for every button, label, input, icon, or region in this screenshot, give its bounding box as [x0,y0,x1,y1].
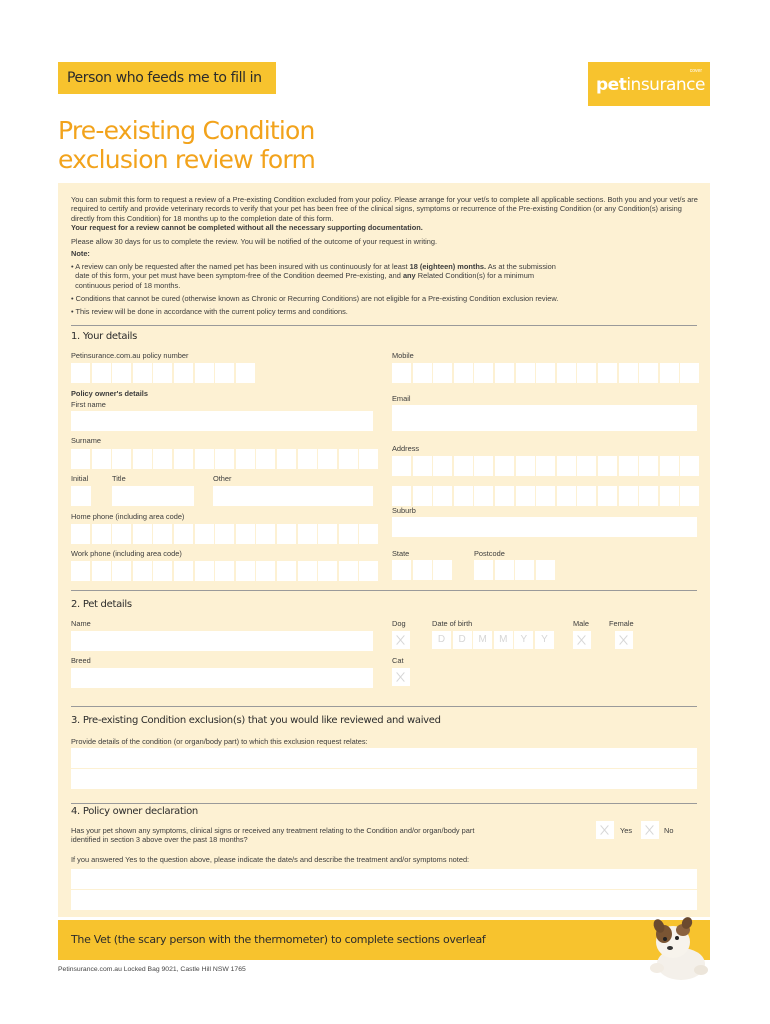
logo-sup: cover [689,68,702,74]
address-input[interactable] [392,456,699,476]
work-phone-input[interactable] [71,561,378,581]
title-label: Title [112,474,126,483]
treatment-details-line2[interactable] [71,890,697,910]
symptoms-question: Has your pet shown any symptoms, clinical signs or received any treatment relating to the Condition and/or organ/body part identified in section 3 above over the past 18 months? [71,826,475,845]
dog-illustration [643,912,713,982]
state-label: State [392,549,410,558]
dob-box[interactable]: Y [535,631,554,649]
suburb-input[interactable] [392,517,697,537]
dob-box[interactable]: D [453,631,472,649]
divider [71,590,697,591]
work-phone-label: Work phone (including area code) [71,549,182,558]
note-label: Note: [71,249,90,258]
title-input[interactable] [112,486,194,506]
section-4-heading: 4. Policy owner declaration [71,806,198,817]
initial-label: Initial [71,474,89,483]
yes-label: Yes [620,826,633,835]
male-label: Male [573,619,590,628]
female-label: Female [609,619,634,628]
surname-input[interactable] [71,449,378,469]
section-2-heading: 2. Pet details [71,599,132,610]
treatment-details-line1[interactable] [71,869,697,889]
suburb-label: Suburb [392,506,416,515]
owner-details-label: Policy owner's details [71,389,148,398]
dob-input[interactable] [432,631,554,649]
intro-allow-30-days: Please allow 30 days for us to complete the review. You will be notified of the outcome of your request in writing. [71,237,438,246]
female-checkbox[interactable] [615,631,633,649]
no-label: No [664,826,674,835]
email-input[interactable] [392,405,697,431]
footer-banner [58,920,710,960]
postcode-label: Postcode [474,549,505,558]
section-1-heading: 1. Your details [71,331,138,342]
footer-banner-text: The Vet (the scary person with the thermometer) to complete sections overleaf [71,933,486,946]
other-input[interactable] [213,486,373,506]
top-banner-text: Person who feeds me to fill in [67,70,262,86]
breed-label: Breed [71,656,91,665]
breed-input[interactable] [71,668,373,688]
note-bullet-1: • A review can only be requested after the named pet has been insured with us continuously for at least 18 (eighteen) months. As at the submission date of this form, your pet must have been symptom-free of the Condition deemed Pre-existing, and any Related Condition(s) for a minimum continuous period of 18 months. [71,262,556,290]
dob-box[interactable]: Y [514,631,533,649]
male-checkbox[interactable] [573,631,591,649]
pet-name-label: Name [71,619,91,628]
note-bullet-2: • Conditions that cannot be cured (otherwise known as Chronic or Recurring Conditions) are not eligible for a Pre-existing Condition exclusion review. [71,294,559,303]
divider [71,706,697,707]
policy-number-input[interactable] [71,363,255,383]
no-checkbox[interactable] [641,821,659,839]
dob-box[interactable]: M [473,631,492,649]
policy-number-label: Petinsurance.com.au policy number [71,351,189,360]
condition-details-line2[interactable] [71,769,697,789]
form-panel [58,183,710,917]
footer-address: Petinsurance.com.au Locked Bag 9021, Castle Hill NSW 1765 [58,966,246,973]
dog-label: Dog [392,619,406,628]
yes-checkbox[interactable] [596,821,614,839]
dob-box[interactable]: D [432,631,451,649]
postcode-input[interactable] [474,560,555,580]
dob-label: Date of birth [432,619,473,628]
cat-checkbox[interactable] [392,668,410,686]
surname-label: Surname [71,436,101,445]
state-input[interactable] [392,560,452,580]
address-input-line2[interactable] [392,486,699,506]
divider [71,803,697,804]
other-label: Other [213,474,232,483]
initial-input[interactable] [71,486,91,506]
section-3-heading: 3. Pre-existing Condition exclusion(s) that you would like reviewed and waived [71,715,441,726]
intro-paragraph: You can submit this form to request a review of a Pre-existing Condition excluded from your policy. Please arrange for your vet/s to complete all applicable sections. Both you and your vet/s are required to certify and provide veterinary records to verify that your pet has been free of the clinical signs, symptoms or recurrence of the Pre-existing Condition (or any Condition(s) arising directly from this Condition) for 18 months up to the completion date of this form. Your request for a review cannot be completed without all the necessary supporting documentation. [71,195,698,233]
first-name-input[interactable] [71,411,373,431]
home-phone-input[interactable] [71,524,378,544]
dog-checkbox[interactable] [392,631,410,649]
pet-insurance-logo [588,62,710,106]
first-name-label: First name [71,400,106,409]
page-title: Pre-existing Condition exclusion review form [58,116,316,174]
cat-label: Cat [392,656,404,665]
condition-details-line1[interactable] [71,748,697,768]
note-bullet-3: • This review will be done in accordance with the current policy terms and conditions. [71,307,348,316]
dob-box[interactable]: M [494,631,513,649]
address-label: Address [392,444,420,453]
mobile-input[interactable] [392,363,699,383]
logo-text: petinsurance [596,75,705,95]
home-phone-label: Home phone (including area code) [71,512,185,521]
treatment-instruction: If you answered Yes to the question above, please indicate the date/s and describe the treatment and/or symptoms noted: [71,855,470,864]
divider [71,325,697,326]
top-banner [58,62,276,94]
pet-name-input[interactable] [71,631,373,651]
email-label: Email [392,394,411,403]
mobile-label: Mobile [392,351,414,360]
section-3-instruction: Provide details of the condition (or organ/body part) to which this exclusion request relates: [71,737,368,746]
